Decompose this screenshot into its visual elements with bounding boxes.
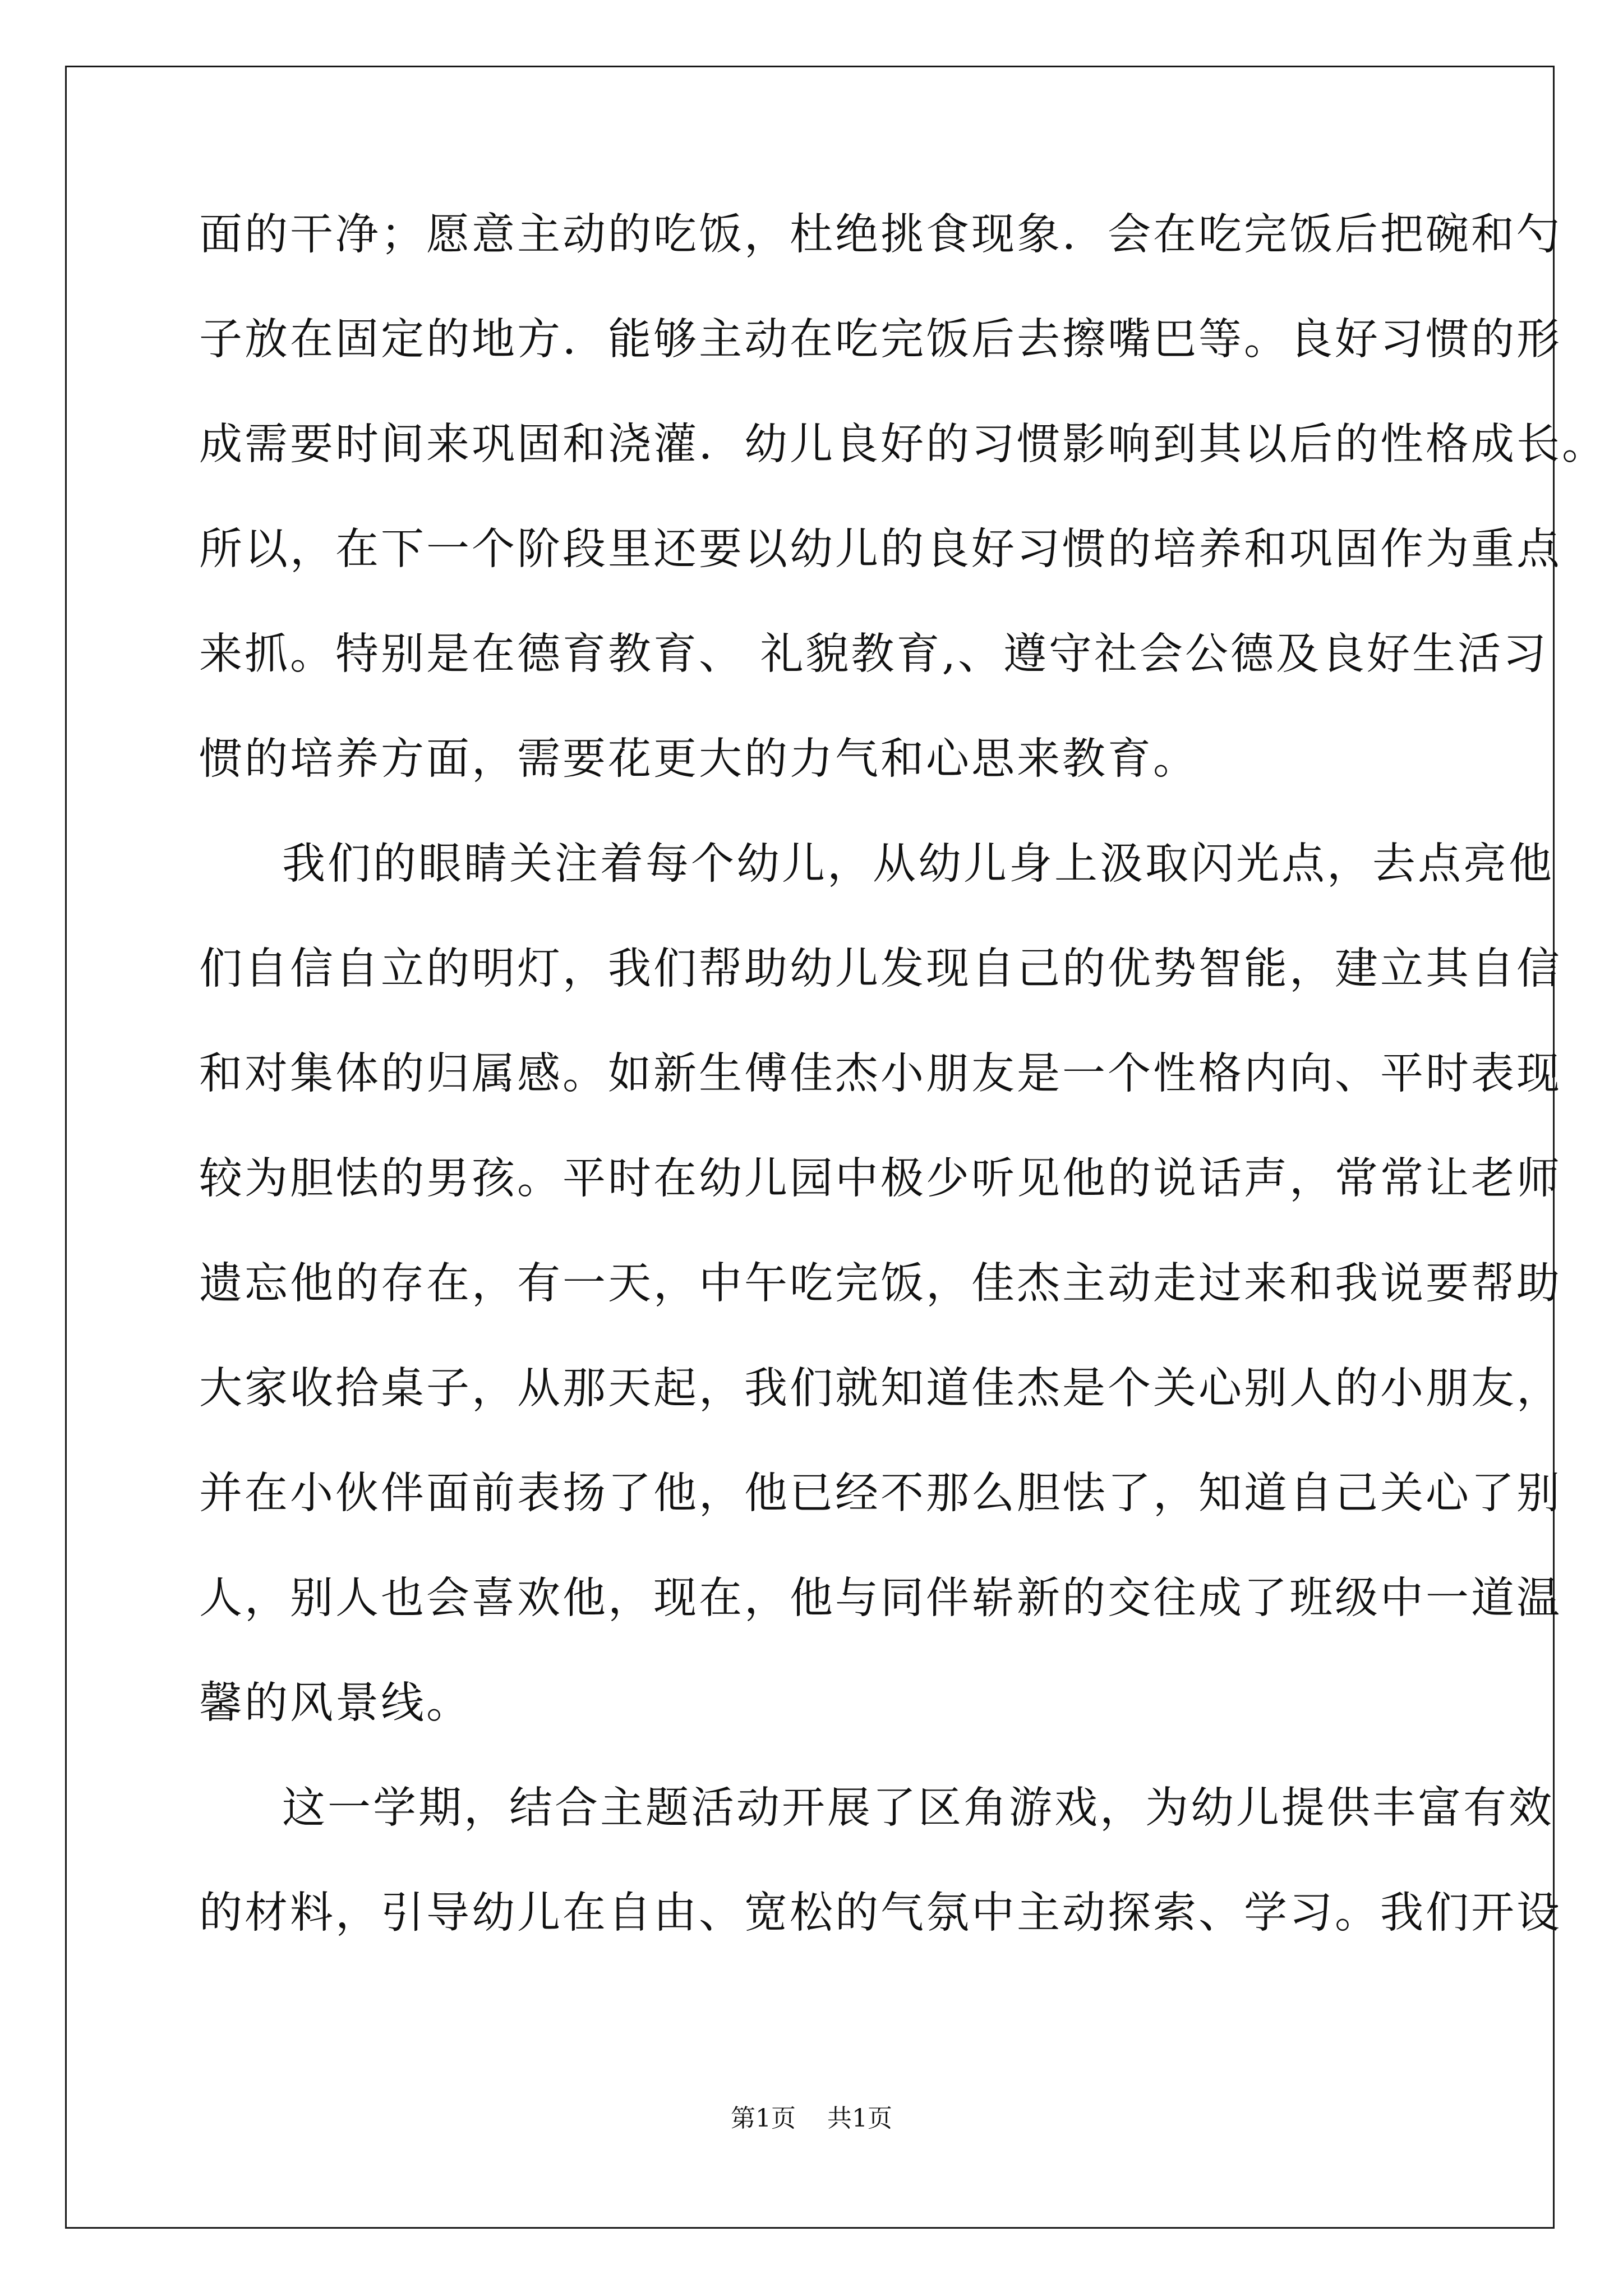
text-line: 并在小伙伴面前表扬了他，他已经不那么胆怯了，知道自己关心了别 xyxy=(199,1469,1562,1519)
page-footer: 第1页 共1页 xyxy=(731,2104,892,2133)
text-line: 馨的风景线。 xyxy=(199,1678,472,1728)
text-line: 我们的眼睛关注着每个幼儿，从幼儿身上汲取闪光点，去点亮他 xyxy=(282,839,1554,889)
text-line: 成需要时间来巩固和浇灌．幼儿良好的习惯影响到其以后的性格成长。 xyxy=(199,420,1607,470)
document-body xyxy=(199,210,1607,1999)
text-line: 遗忘他的存在，有一天，中午吃完饭，佳杰主动走过来和我说要帮助 xyxy=(199,1259,1562,1309)
text-line: 惯的培养方面，需要花更大的力气和心思来教育。 xyxy=(199,734,1198,784)
text-line: 们自信自立的明灯，我们帮助幼儿发现自己的优势智能，建立其自信 xyxy=(199,944,1562,994)
text-line: 较为胆怯的男孩。平时在幼儿园中极少听见他的说话声，常常让老师 xyxy=(199,1154,1562,1204)
text-line: 这一学期，结合主题活动开展了区角游戏，为幼儿提供丰富有效 xyxy=(282,1783,1554,1833)
text-line: 所以，在下一个阶段里还要以幼儿的良好习惯的培养和巩固作为重点 xyxy=(199,524,1562,574)
text-line: 和对集体的归属感。如新生傅佳杰小朋友是一个性格内向、平时表现 xyxy=(199,1049,1562,1099)
text-line: 大家收拾桌子，从那天起，我们就知道佳杰是个关心别人的小朋友， xyxy=(199,1364,1562,1414)
text-line: 面的干净；愿意主动的吃饭，杜绝挑食现象．会在吃完饭后把碗和勺 xyxy=(199,210,1562,260)
text-line: 子放在固定的地方．能够主动在吃完饭后去擦嘴巴等。良好习惯的形 xyxy=(199,315,1562,365)
text-line: 的材料，引导幼儿在自由、宽松的气氛中主动探索、学习。我们开设 xyxy=(199,1888,1562,1938)
text-line: 来抓。特别是在德育教育、 礼貌教育,、遵守社会公德及良好生活习 xyxy=(199,629,1548,679)
text-line: 人，别人也会喜欢他，现在，他与同伴崭新的交往成了班级中一道温 xyxy=(199,1573,1562,1623)
